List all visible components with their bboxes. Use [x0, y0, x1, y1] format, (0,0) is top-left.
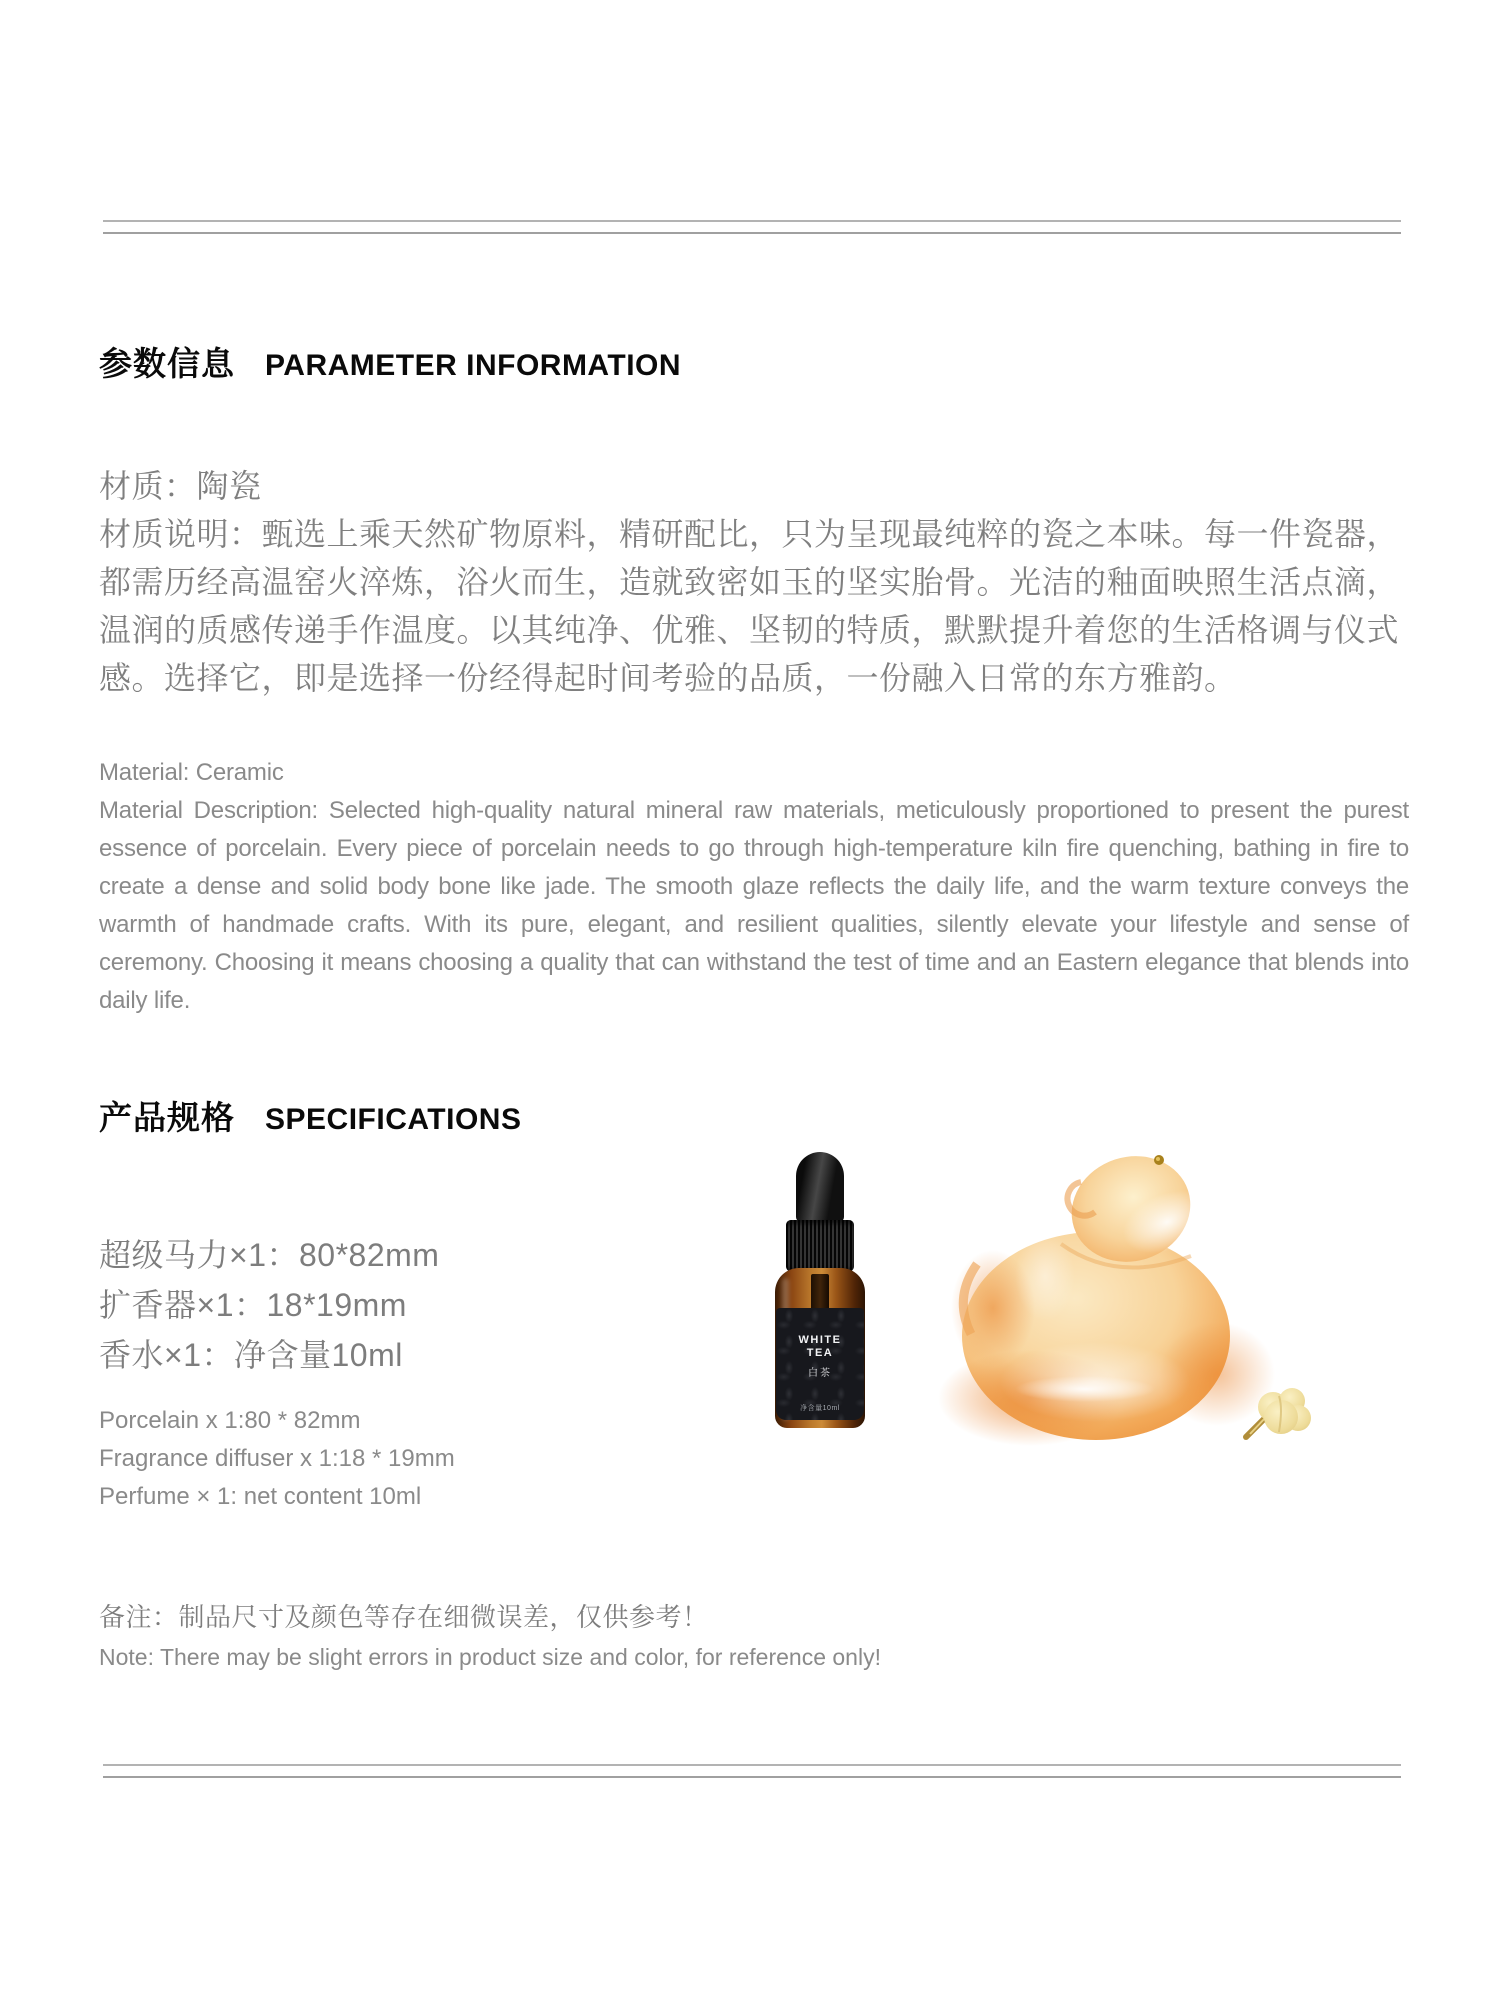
spec-item-zh-2: 扩香器×1：18*19mm [99, 1287, 407, 1323]
material-description-zh: 材质说明：甄选上乘天然矿物原料，精研配比，只为呈现最纯粹的瓷之本味。每一件瓷器，都需历经高温窑火淬炼，浴火而生，造就致密如玉的坚实胎骨。光洁的釉面映照生活点滴，温润的质感传递手作温度。以其纯净、优雅、坚韧的特质，默默提升着您的生活格调与仪式感。选择它，即是选择一份经得起时间考验的品质，一份融入日常的东方雅韵。 [99, 516, 1400, 696]
dropper-collar [786, 1220, 854, 1272]
note-line-en: Note: There may be slight errors in product size and color, for reference only! [99, 1644, 881, 1670]
figure-left-highlight [1015, 1231, 1075, 1321]
ceramic-figure-image [935, 1146, 1335, 1450]
note-block [99, 1596, 881, 1676]
spec-item-en-2: Fragrance diffuser x 1:18 * 19mm [99, 1445, 455, 1472]
bottom-divider-line-2 [103, 1776, 1401, 1778]
dropper-bulb [796, 1152, 844, 1222]
material-description-en: Material Description: Selected high-quality natural mineral raw materials, meticulously proportioned to present the purest essence of porcelain. Every piece of porcelain needs to go through high-temperature kiln fire quenching, bathing in fire to create a dense and solid body bone like jade. The smooth glaze reflects the daily life, and the warm texture conveys the warmth of handmade crafts. With its pure, elegant, and resilient qualities, silently elevate your lifestyle and sense of ceremony. Choosing it means choosing a quality that can withstand the test of time and an Eastern elegance that blends into daily life. [99, 797, 1409, 1014]
specifications-title-en: SPECIFICATIONS [265, 1103, 522, 1136]
spec-item-en-3: Perfume × 1: net content 10ml [99, 1483, 422, 1510]
spec-list-zh [99, 1230, 439, 1380]
figure-bottom-streak [1015, 1376, 1155, 1402]
spec-item-zh-3: 香水×1：净含量10ml [99, 1337, 403, 1373]
stopper-pin-shine [1250, 1417, 1266, 1434]
spec-item-zh-1: 超级马力×1：80*82mm [99, 1237, 440, 1273]
material-block-zh [99, 462, 1409, 702]
parameter-title-en: PARAMETER INFORMATION [265, 349, 682, 382]
product-photo [770, 1146, 1330, 1456]
material-line-en: Material: Ceramic [99, 759, 284, 786]
label-volume: 净含量10ml [800, 1405, 840, 1412]
material-line-zh: 材质：陶瓷 [99, 468, 262, 504]
bottle-label [776, 1308, 864, 1420]
perfume-dropper-bottle [775, 1152, 865, 1428]
bottom-divider-line-1 [103, 1764, 1401, 1766]
top-divider-line-1 [103, 220, 1401, 222]
label-name-en: WHITE TEA [798, 1334, 842, 1359]
ceramic-chick-figure [938, 1146, 1275, 1446]
parameter-title-zh: 参数信息 [99, 345, 235, 382]
figure-vent-dot-shine [1156, 1157, 1160, 1161]
label-name-zh: 白茶 [808, 1368, 832, 1379]
parameter-section-title [99, 338, 681, 385]
specifications-section-title [99, 1092, 521, 1139]
specifications-title-zh: 产品规格 [99, 1099, 235, 1136]
spec-item-en-1: Porcelain x 1:80 * 82mm [99, 1407, 361, 1434]
note-line-zh: 备注：制品尺寸及颜色等存在细微误差，仅供参考！ [99, 1602, 709, 1632]
material-block-en [99, 754, 1409, 1020]
top-divider-line-2 [103, 232, 1401, 234]
spec-list-en [99, 1402, 455, 1516]
